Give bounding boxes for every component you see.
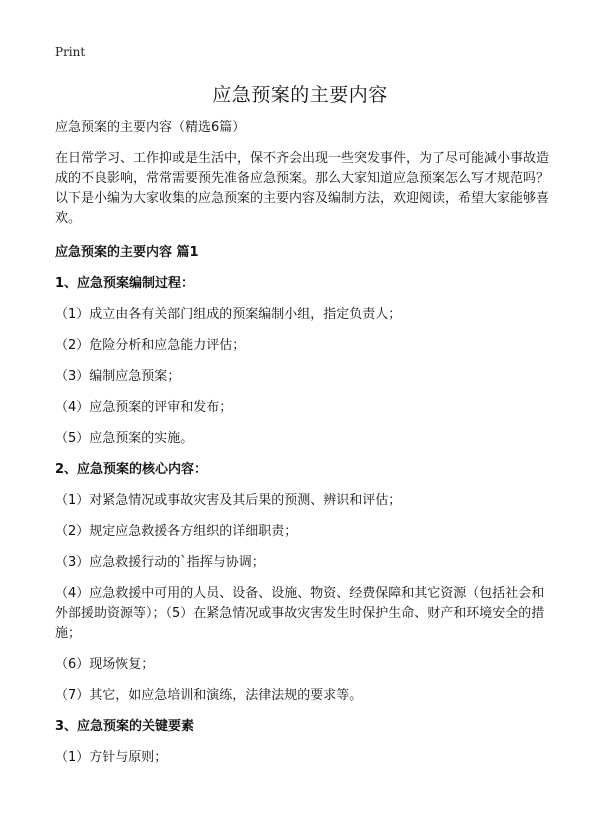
list-item: （2）规定应急救援各方组织的详细职责； (55, 524, 298, 539)
part2-heading: 2、应急预案的核心内容： (55, 462, 208, 477)
list-item: （5）应急预案的实施。 (55, 431, 194, 446)
page-title: 应急预案的主要内容 (212, 84, 388, 106)
list-item: （1）对紧急情况或事故灾害及其后果的预测、辨识和评估； (55, 493, 402, 508)
section-title: 应急预案的主要内容 篇1 (55, 245, 199, 260)
list-item: （1）成立由各有关部门组成的预案编制小组，指定负责人； (55, 307, 402, 322)
list-item: （6）现场恢复； (55, 657, 155, 672)
document-body (55, 118, 555, 779)
list-item: （2）危险分析和应急能力评估； (55, 338, 246, 353)
part3-heading: 3、应急预案的关键要素 (55, 719, 195, 734)
intro-paragraph: 在日常学习、工作抑或是生活中，保不齐会出现一些突发事件，为了尽可能减小事故造成的不良影响，常常需要预先准备应急预案。那么大家知道应急预案怎么写才规范吗？以下是小编为大家收集的应急预案的主要内容及编制方法，欢迎阅读，希望大家能够喜欢。 (55, 151, 550, 226)
list-item: （3）编制应急预案； (55, 369, 181, 384)
document-subtitle: 应急预案的主要内容（精选6篇） (55, 120, 246, 135)
list-item: （7）其它，如应急培训和演练，法律法规的要求等。 (55, 688, 363, 703)
print-label: Print (55, 45, 86, 59)
list-item: （1）方针与原则； (55, 750, 168, 765)
list-item: （4）应急预案的评审和发布； (55, 400, 233, 415)
list-item: （3）应急救援行动的`指挥与协调； (55, 555, 265, 570)
part1-heading: 1、应急预案编制过程： (55, 276, 195, 291)
list-item: （4）应急救援中可用的人员、设备、设施、物资、经费保障和其它资源（包括社会和外部援助资源等）；（5）在紧急情况或事故灾害发生时保护生命、财产和环境安全的措施； (55, 586, 545, 641)
